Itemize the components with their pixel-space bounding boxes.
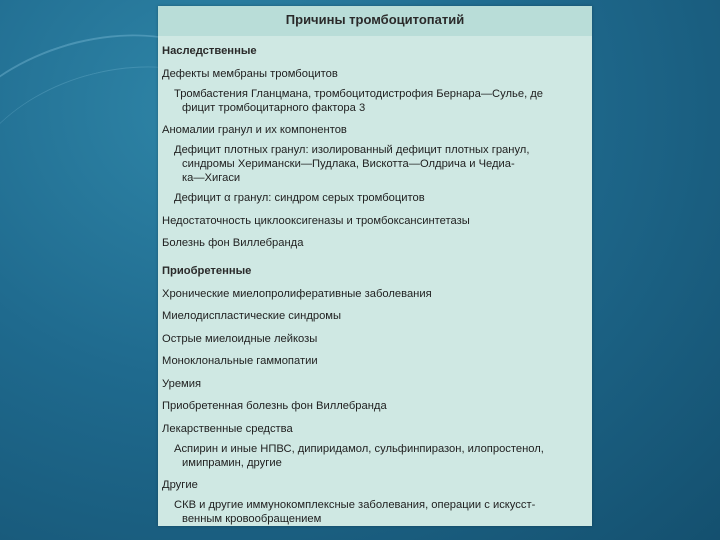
list-item: Миелодиспластические синдромы	[162, 310, 342, 322]
sub-item-line: фицит тромбоцитарного фактора 3	[182, 101, 366, 114]
list-item: Болезнь фон Виллебранда	[162, 237, 304, 249]
list-item: Дефекты мембраны тромбоцитов	[162, 67, 338, 80]
sub-item-line: Дефицит плотных гранул: изолированный дефицит плотных гранул,	[174, 144, 530, 156]
list-item: Уремия	[162, 377, 202, 390]
sub-item-line: ка—Хигаси	[182, 172, 241, 184]
list-item: Аномалии гранул и их компонентов	[162, 124, 347, 136]
list-item: Хронические миелопролиферативные заболевания	[162, 287, 432, 300]
sub-item	[162, 143, 586, 185]
list-item: Моноклональные гаммопатии	[162, 355, 318, 367]
sub-item-line: венным кровообращением	[182, 513, 322, 525]
list-item: Лекарственные средства	[162, 422, 293, 435]
section-heading: Наследственные	[162, 45, 257, 57]
sub-item-line: имипрамин, другие	[182, 456, 282, 469]
list-item: Другие	[162, 479, 198, 491]
section-heading: Приобретенные	[162, 265, 252, 277]
sub-item-line: синдромы Херимански—Пудлака, Вискотта—Олдрича и Чедиа-	[182, 158, 515, 170]
sub-item-line: Дефицит α гранул: синдром серых тромбоцитов	[174, 192, 425, 204]
document-page	[158, 6, 592, 526]
sub-item-line: Аспирин и иные НПВС, дипиридамол, сульфинпиразон, илопростенол,	[174, 442, 544, 455]
sub-item	[162, 87, 586, 115]
sub-item-line: СКВ и другие иммунокомплексные заболевания, операции с искусст-	[174, 499, 536, 511]
sub-item	[162, 191, 586, 205]
sub-item	[162, 442, 586, 470]
page-title: Причины тромбоцитопатий	[158, 6, 592, 36]
sub-item	[162, 498, 586, 526]
list-item: Недостаточность циклооксигеназы и тромбоксансинтетазы	[162, 214, 470, 227]
list-item: Острые миелоидные лейкозы	[162, 332, 318, 345]
list-item: Приобретенная болезнь фон Виллебранда	[162, 400, 387, 412]
sub-item-line: Тромбастения Гланцмана, тромбоцитодистрофия Бернара—Сулье, де	[174, 87, 544, 100]
document-content	[158, 36, 592, 526]
